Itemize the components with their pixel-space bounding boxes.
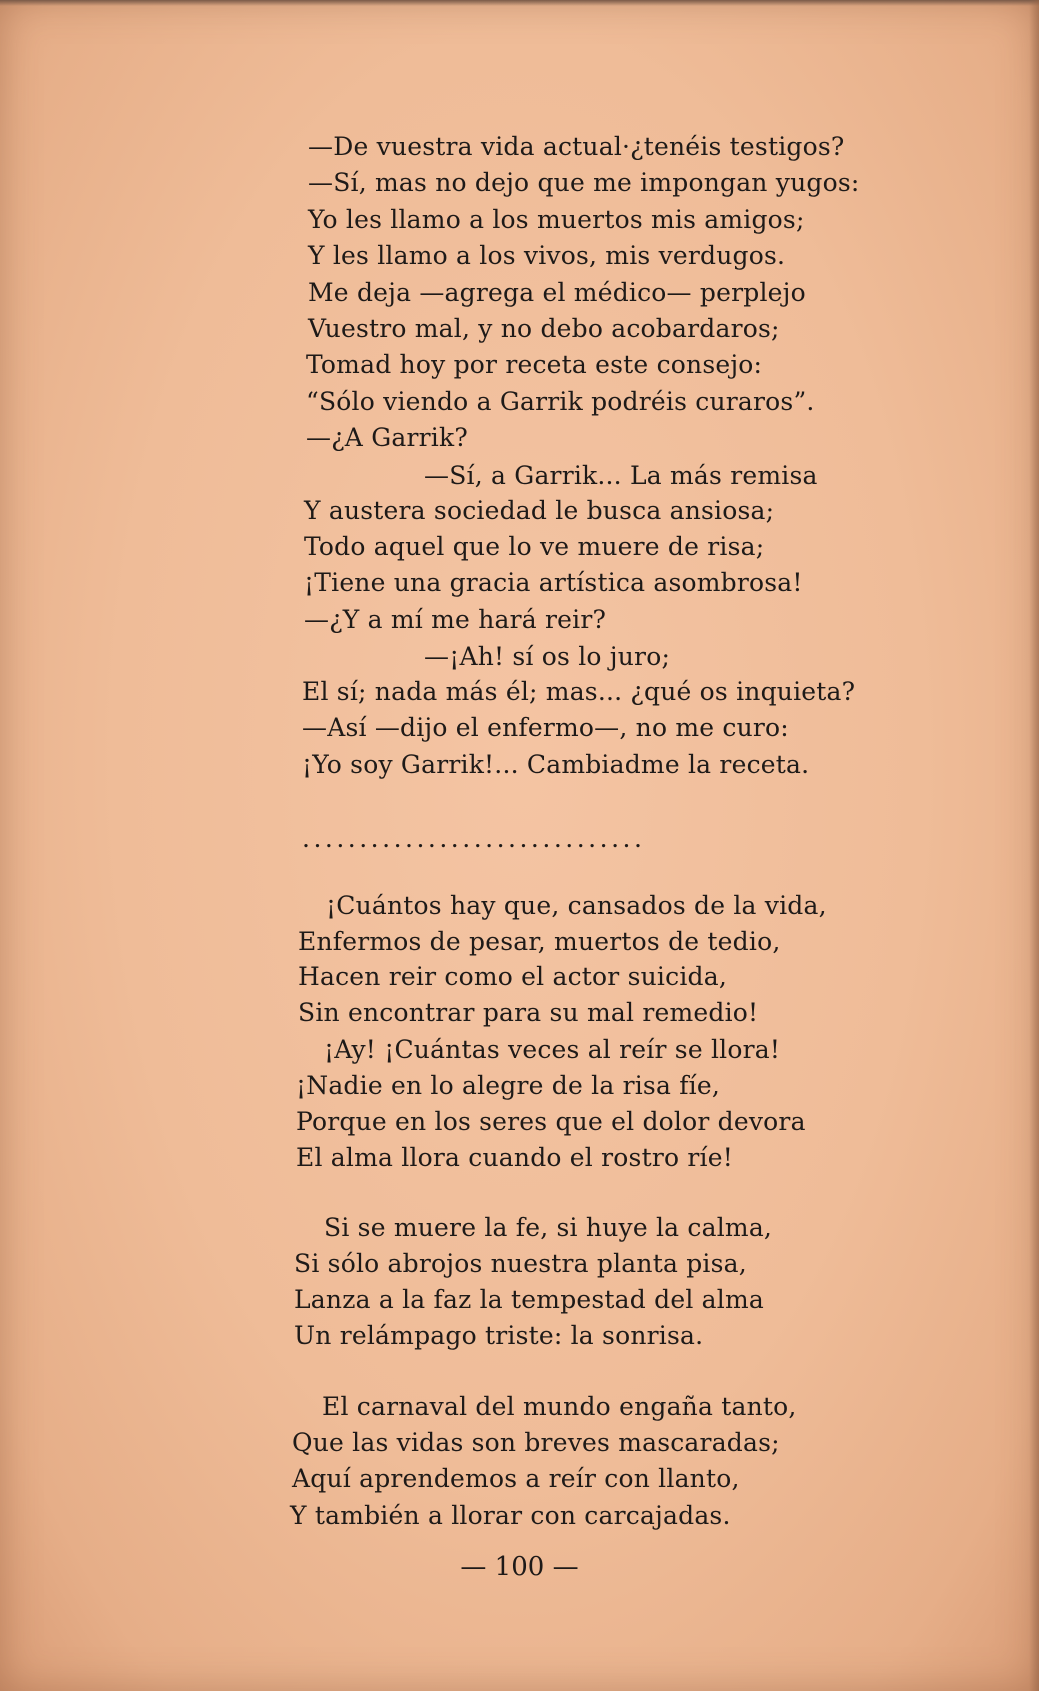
page-top-edge: [0, 0, 1039, 6]
verse-line: Lanza a la faz la tempestad del alma: [294, 1285, 764, 1314]
verse-line: Me deja —agrega el médico— perplejo: [308, 278, 806, 307]
verse-line: Tomad hoy por receta este consejo:: [306, 350, 763, 379]
verse-line: ¡Cuántos hay que, cansados de la vida,: [326, 891, 827, 920]
verse-line: —Así —dijo el enfermo—, no me curo:: [302, 713, 789, 742]
dotted-separator: ..............................: [302, 824, 646, 853]
verse-line: Que las vidas son breves mascaradas;: [292, 1428, 780, 1457]
verse-line: Hacen reir como el actor suicida,: [298, 962, 727, 991]
verse-line: Y les llamo a los vivos, mis verdugos.: [308, 241, 786, 270]
verse-line: —Sí, mas no dejo que me impongan yugos:: [308, 168, 860, 197]
verse-line: Porque en los seres que el dolor devora: [296, 1107, 806, 1136]
verse-line: —Sí, a Garrik... La más remisa: [424, 461, 818, 490]
verse-line: ¡Nadie en lo alegre de la risa fíe,: [296, 1071, 721, 1100]
verse-line: Si sólo abrojos nuestra planta pisa,: [294, 1249, 747, 1278]
verse-line: —¡Ah! sí os lo juro;: [424, 642, 671, 671]
verse-line: Un relámpago triste: la sonrisa.: [294, 1321, 704, 1350]
verse-line: ¡Ay! ¡Cuántas veces al reír se llora!: [324, 1035, 781, 1064]
verse-line: ¡Yo soy Garrik!... Cambiadme la receta.: [302, 750, 810, 779]
verse-line: Si se muere la fe, si huye la calma,: [324, 1213, 773, 1242]
verse-line: Enfermos de pesar, muertos de tedio,: [298, 927, 781, 956]
verse-line: El alma llora cuando el rostro ríe!: [296, 1143, 733, 1172]
verse-line: —De vuestra vida actual·¿tenéis testigos?: [308, 132, 845, 161]
page-right-edge: [1029, 0, 1039, 1691]
verse-line: —¿A Garrik?: [306, 423, 468, 452]
verse-line: Sin encontrar para su mal remedio!: [298, 998, 759, 1027]
verse-line: Y también a llorar con carcajadas.: [290, 1501, 731, 1530]
page-number: — 100 —: [460, 1552, 579, 1582]
verse-line: El carnaval del mundo engaña tanto,: [322, 1392, 797, 1421]
verse-line: Y austera sociedad le busca ansiosa;: [304, 496, 775, 525]
verse-line: “Sólo viendo a Garrik podréis curaros”.: [306, 387, 815, 416]
verse-line: El sí; nada más él; mas... ¿qué os inquieta?: [302, 677, 856, 706]
verse-line: —¿Y a mí me hará reir?: [304, 605, 607, 634]
verse-line: Aquí aprendemos a reír con llanto,: [292, 1464, 740, 1493]
verse-line: ¡Tiene una gracia artística asombrosa!: [304, 568, 803, 597]
verse-line: Vuestro mal, y no debo acobardaros;: [308, 314, 780, 343]
verse-line: Todo aquel que lo ve muere de risa;: [304, 532, 765, 561]
verse-line: Yo les llamo a los muertos mis amigos;: [308, 205, 805, 234]
